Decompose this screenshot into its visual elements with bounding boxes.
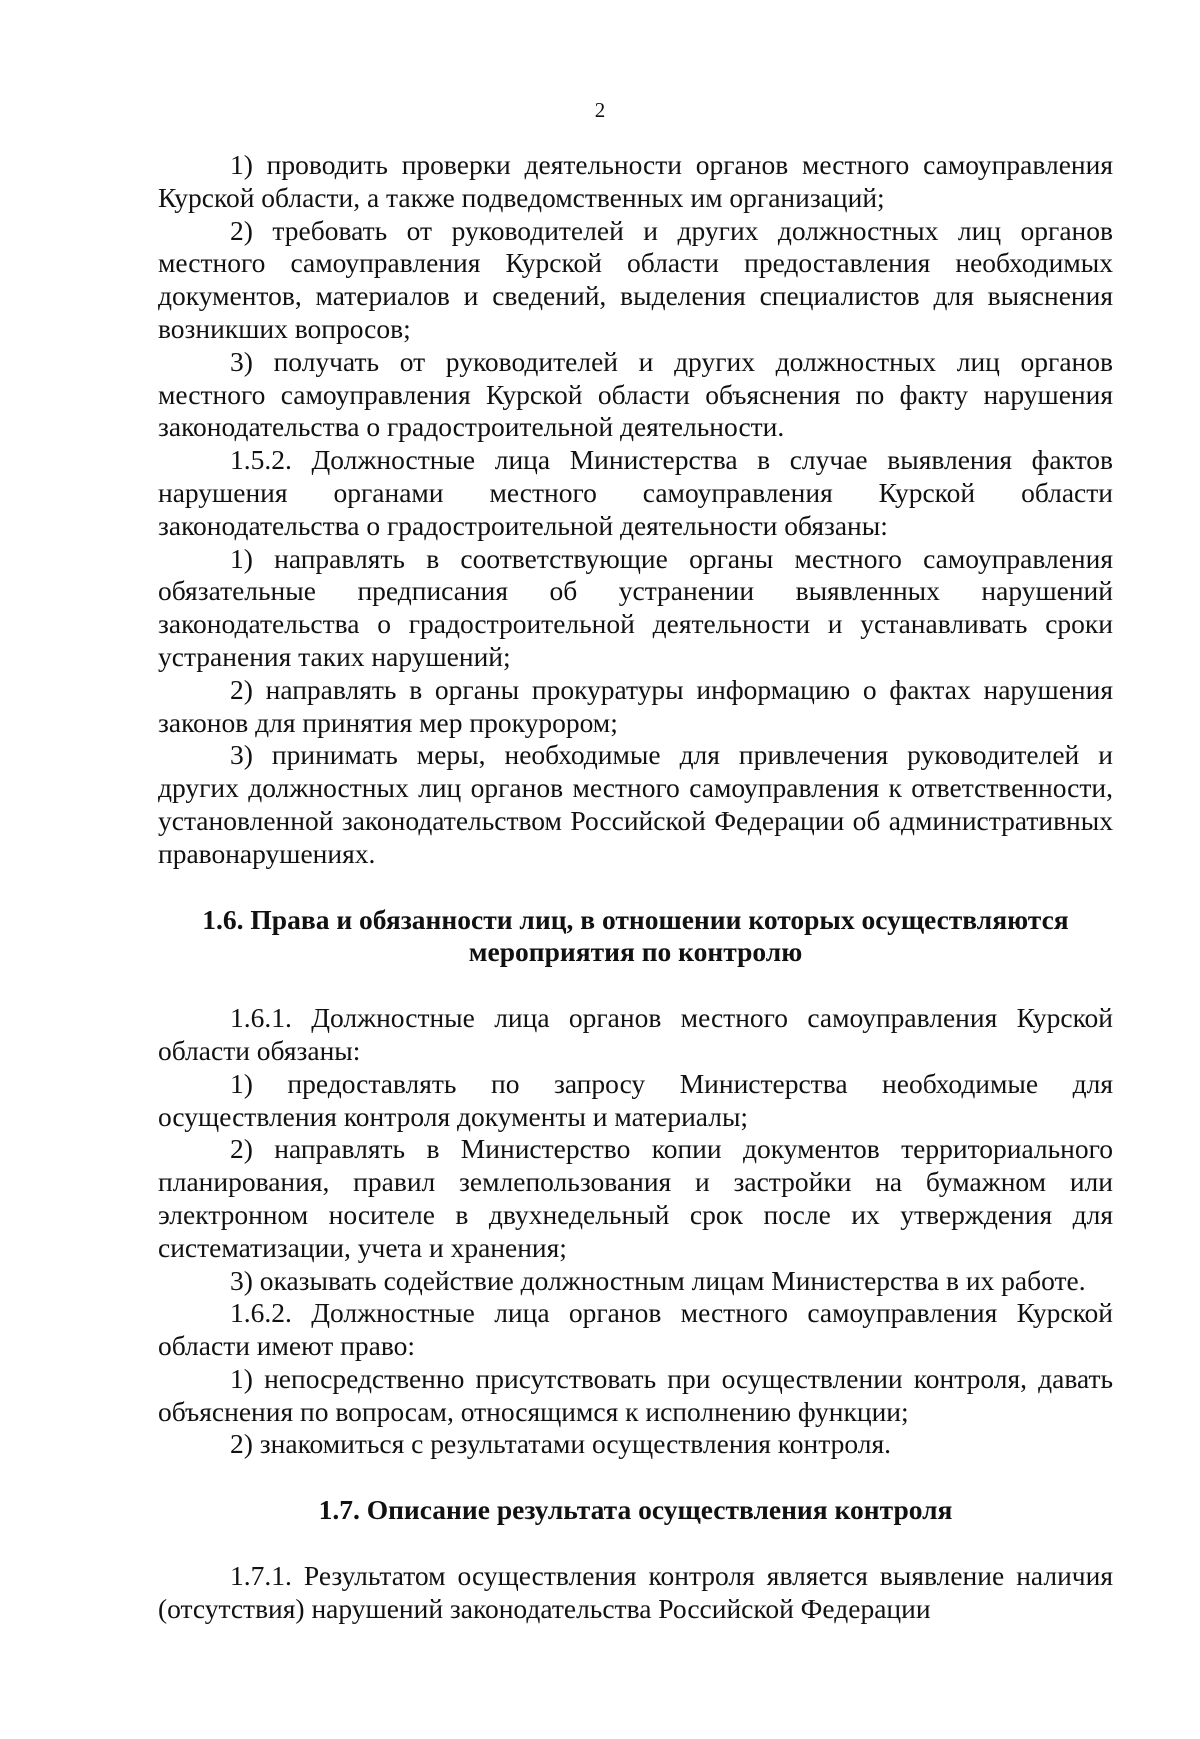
paragraph-1-7-1: 1.7.1. Результатом осуществления контроля является выявление наличия (отсутствия) нарушений законодательства Российской Федерации [158, 1560, 1113, 1624]
paragraph-1-5-2-item-3: 3) принимать меры, необходимые для привлечения руководителей и других должностных лиц органов местного самоуправления к ответственности, установленной законодательством Российской Федерации об административных правонарушениях. [158, 739, 1113, 869]
paragraph-1-6-2-item-2: 2) знакомиться с результатами осуществления контроля. [230, 1428, 891, 1460]
paragraph-1-5-2: 1.5.2. Должностные лица Министерства в случае выявления фактов нарушения органами местного самоуправления Курской области законодательства о градостроительной деятельности обязаны: [158, 444, 1113, 541]
paragraph-1-5-2-item-2: 2) направлять в органы прокуратуры информацию о фактах нарушения законов для принятия мер прокурором; [158, 673, 1113, 738]
paragraph-1-6-2-item-1: 1) непосредственно присутствовать при осуществлении контроля, давать объяснения по вопросам, относящимся к исполнению функции; [158, 1362, 1113, 1427]
section-heading-1-7: 1.7. Описание результата осуществления контроля [318, 1494, 953, 1526]
paragraph-1-6-2: 1.6.2. Должностные лица органов местного самоуправления Курской области имеют право: [158, 1297, 1113, 1362]
paragraph-1-6-1-item-3: 3) оказывать содействие должностным лицам Министерства в их работе. [230, 1264, 1086, 1296]
paragraph-1-6-1: 1.6.1. Должностные лица органов местного самоуправления Курской области обязаны: [158, 1002, 1113, 1066]
paragraph-1-5-1-item-2: 2) требовать от руководителей и других должностных лиц органов местного самоуправления Курской области предоставления необходимых документов, материалов и сведений, выделения специалистов для выяснения возникших вопросов; [158, 214, 1113, 344]
paragraph-1-6-1-item-2: 2) направлять в Министерство копии документов территориального планирования, правил землепользования и застройки на бумажном или электронном носителе в двухнедельный срок после их утверждения для систематизации, учета и хранения; [158, 1133, 1113, 1263]
paragraph-1-5-1-item-1: 1) проводить проверки деятельности органов местного самоуправления Курской области, а также подведомственных им организаций; [158, 149, 1113, 213]
paragraph-1-5-1-item-3: 3) получать от руководителей и других должностных лиц органов местного самоуправления Курской области объяснения по факту нарушения законодательства о градостроительной деятельности. [158, 345, 1113, 443]
section-heading-1-6: 1.6. Права и обязанности лиц, в отношении которых осуществляются мероприятия по контролю [202, 903, 1069, 968]
document-body [158, 149, 1113, 1626]
paragraph-1-6-1-item-1: 1) предоставлять по запросу Министерства необходимые для осуществления контроля документы и материалы; [158, 1067, 1113, 1132]
page-number: 2 [594, 98, 606, 122]
paragraph-1-5-2-item-1: 1) направлять в соответствующие органы местного самоуправления обязательные предписания об устранении выявленных нарушений законодательства о градостроительной деятельности и устанавливать сроки устранения таких нарушений; [158, 542, 1113, 672]
